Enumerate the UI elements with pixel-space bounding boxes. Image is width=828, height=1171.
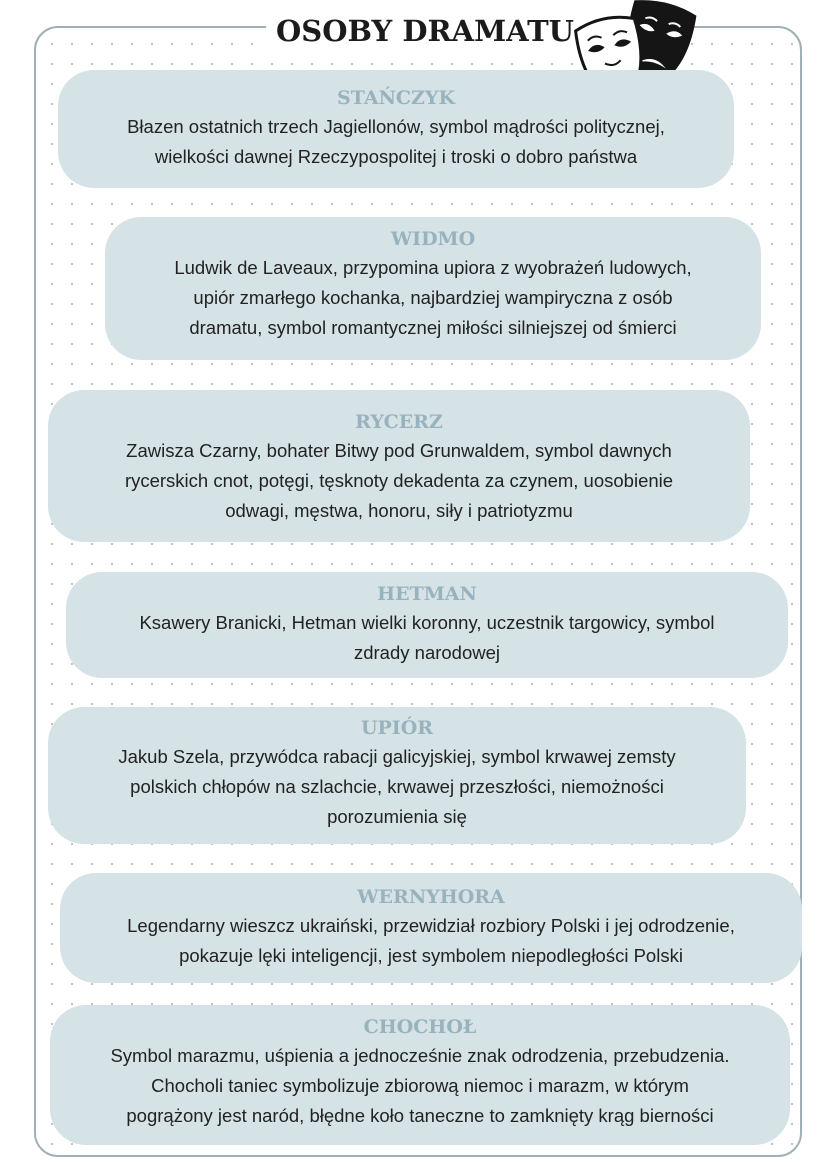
character-description (105, 253, 761, 343)
character-name: HETMAN (377, 583, 477, 605)
character-description (60, 911, 802, 971)
character-name: WIDMO (390, 228, 476, 250)
character-card-chochol (50, 1005, 790, 1145)
description-line: polskich chłopów na szlachcie, krwawej przeszłości, niemożności (130, 776, 664, 797)
character-name: UPIÓR (360, 717, 434, 739)
description-line: pogrążony jest naród, błędne koło taneczne to zamknięty krąg bierności (126, 1105, 714, 1126)
description-line: Błazen ostatnich trzech Jagiellonów, symbol mądrości politycznej, (127, 116, 665, 137)
description-line: Jakub Szela, przywódca rabacji galicyjskiej, symbol krwawej zemsty (118, 746, 676, 767)
character-card-rycerz (48, 390, 750, 542)
character-card-stanczyk (58, 70, 734, 188)
character-card-hetman (66, 572, 788, 678)
description-line: upiór zmarłego kochanka, najbardziej wampiryczna z osób (193, 287, 673, 308)
description-line: Ludwik de Laveaux, przypomina upiora z wyobrażeń ludowych, (174, 257, 692, 278)
character-description (58, 112, 734, 172)
character-card-wernyhora (60, 873, 802, 983)
description-line: dramatu, symbol romantycznej miłości silniejszej od śmierci (189, 317, 677, 338)
description-line: Zawisza Czarny, bohater Bitwy pod Grunwaldem, symbol dawnych (126, 440, 672, 461)
character-name: STAŃCZYK (337, 87, 455, 109)
character-card-widmo (105, 217, 761, 360)
description-line: rycerskich cnot, potęgi, tęsknoty dekadenta za czynem, uosobienie (124, 470, 674, 491)
character-card-upior (48, 707, 746, 844)
character-name: RYCERZ (355, 411, 443, 433)
description-line: Chocholi taniec symbolizuje zbiorową niemoc i marazm, w którym (151, 1075, 689, 1096)
character-name: WERNYHORA (357, 886, 505, 908)
character-description (48, 742, 746, 832)
page-title: OSOBY DRAMATU (266, 8, 584, 54)
description-line: pokazuje lęki inteligencji, jest symbolem niepodległości Polski (179, 945, 683, 966)
description-line: wielkości dawnej Rzeczypospolitej i troski o dobro państwa (154, 146, 638, 167)
description-line: Ksawery Branicki, Hetman wielki koronny, uczestnik targowicy, symbol (139, 612, 715, 633)
description-line: zdrady narodowej (353, 642, 501, 663)
description-line: porozumienia się (327, 806, 467, 827)
description-line: odwagi, męstwa, honoru, siły i patriotyzmu (225, 500, 573, 521)
description-line: Legendarny wieszcz ukraiński, przewidział rozbiory Polski i jej odrodzenie, (127, 915, 735, 936)
character-description (48, 436, 750, 526)
character-description (50, 1041, 790, 1131)
character-name: CHOCHOŁ (363, 1016, 477, 1038)
description-line: Symbol marazmu, uśpienia a jednocześnie znak odrodzenia, przebudzenia. (110, 1045, 730, 1066)
character-description (66, 608, 788, 668)
